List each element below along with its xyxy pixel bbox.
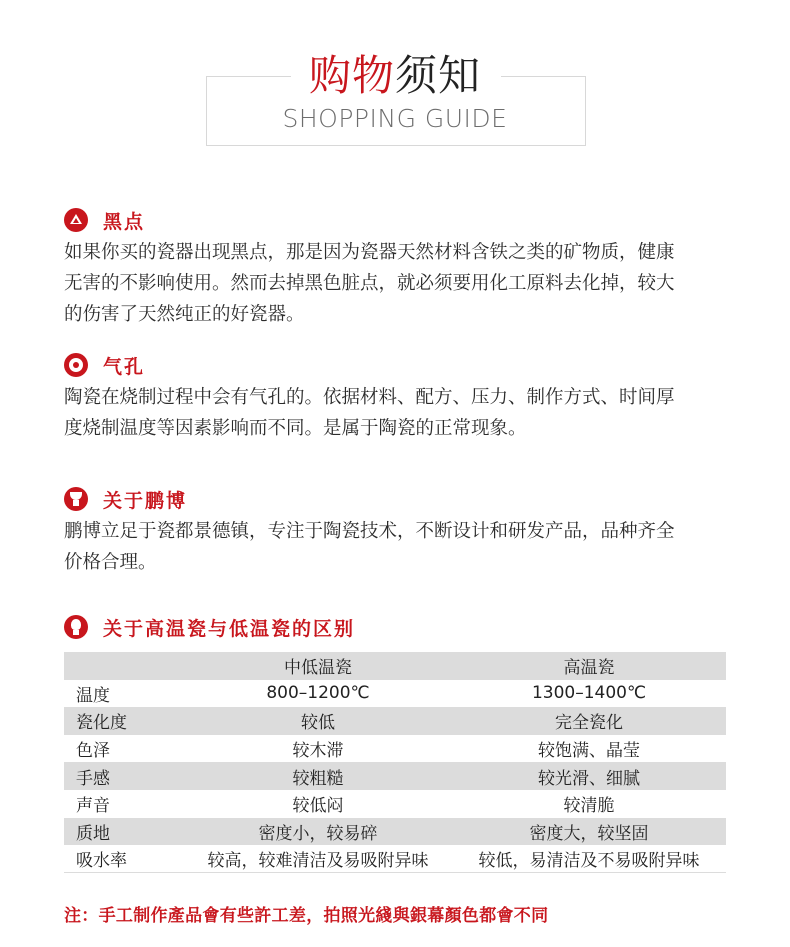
page-subtitle: SHOPPING GUIDE — [282, 104, 508, 133]
section-title: 黑点 — [103, 210, 146, 233]
table-cell: 密度小，较易碎 — [184, 818, 452, 846]
table-row — [64, 680, 726, 708]
table-cell: 1300–1400℃ — [452, 680, 726, 708]
trophy-cup-icon — [64, 487, 88, 511]
section-title: 关于鹏博 — [103, 489, 188, 512]
ring-icon — [64, 353, 88, 377]
body-line: 如果你买的瓷器出现黑点，那是因为瓷器天然材料含铁之类的矿物质，健康 — [64, 242, 675, 263]
table-cell: 色泽 — [64, 735, 184, 763]
table-row — [64, 707, 726, 735]
section-temperature-comparison — [64, 614, 734, 640]
body-line: 度烧制温度等因素影响而不同。是属于陶瓷的正常现象。 — [64, 418, 527, 439]
comparison-table — [64, 652, 726, 873]
footnote: 注：手工制作產品會有些許工差，拍照光綫與銀幕顏色都會不同 — [64, 906, 549, 926]
table-cell: 较木滞 — [184, 735, 452, 763]
body-line: 无害的不影响使用。然而去掉黑色脏点，就必须要用化工原料去化掉，较大 — [64, 273, 675, 294]
table-cell: 800–1200℃ — [184, 680, 452, 708]
table-cell: 瓷化度 — [64, 707, 184, 735]
body-line: 鹏博立足于瓷都景德镇，专注于陶瓷技术，不断设计和研发产品，品种齐全 — [64, 521, 675, 542]
table-row — [64, 845, 726, 873]
section-body — [64, 516, 734, 578]
table-cell: 较低，易清洁及不易吸附异味 — [452, 845, 726, 873]
body-line: 价格合理。 — [64, 552, 157, 573]
table-cell: 较高，较难清洁及易吸附异味 — [184, 845, 452, 873]
table-cell: 完全瓷化 — [452, 707, 726, 735]
table-cell: 吸水率 — [64, 845, 184, 873]
table-cell: 较低闷 — [184, 790, 452, 818]
table-cell: 较低 — [184, 707, 452, 735]
section-header — [64, 352, 734, 378]
body-line: 陶瓷在烧制过程中会有气孔的。依据材料、配方、压力、制作方式、时间厚 — [64, 387, 675, 408]
section-pores — [64, 352, 734, 444]
table-row — [64, 762, 726, 790]
table-cell: 较清脆 — [452, 790, 726, 818]
section-header — [64, 486, 734, 512]
table-cell: 声音 — [64, 790, 184, 818]
page-title-black: 须知 — [395, 51, 482, 100]
page-title-red: 购物 — [308, 51, 395, 100]
table-cell: 密度大，较坚固 — [452, 818, 726, 846]
body-line: 的伤害了天然纯正的好瓷器。 — [64, 304, 305, 325]
section-body — [64, 382, 734, 444]
table-cell: 手感 — [64, 762, 184, 790]
table-cell: 温度 — [64, 680, 184, 708]
table-header-cell: 高温瓷 — [452, 652, 726, 680]
section-title: 关于高温瓷与低温瓷的区别 — [103, 617, 356, 640]
table-row — [64, 818, 726, 846]
table-cell: 较粗糙 — [184, 762, 452, 790]
section-header — [64, 614, 734, 640]
table-header-cell: 中低温瓷 — [184, 652, 452, 680]
warning-triangle-icon — [64, 208, 88, 232]
table-header-row — [64, 652, 726, 680]
section-about-pengbo — [64, 486, 734, 578]
table-cell: 质地 — [64, 818, 184, 846]
section-black-spots — [64, 207, 734, 330]
page-title — [0, 48, 790, 104]
section-header — [64, 207, 734, 233]
table-row — [64, 790, 726, 818]
section-title: 气孔 — [103, 355, 146, 378]
table-cell: 较光滑、细腻 — [452, 762, 726, 790]
section-body — [64, 237, 734, 330]
table-header-cell — [64, 652, 184, 680]
table-row — [64, 735, 726, 763]
table-cell: 较饱满、晶莹 — [452, 735, 726, 763]
lightbulb-icon — [64, 615, 88, 639]
